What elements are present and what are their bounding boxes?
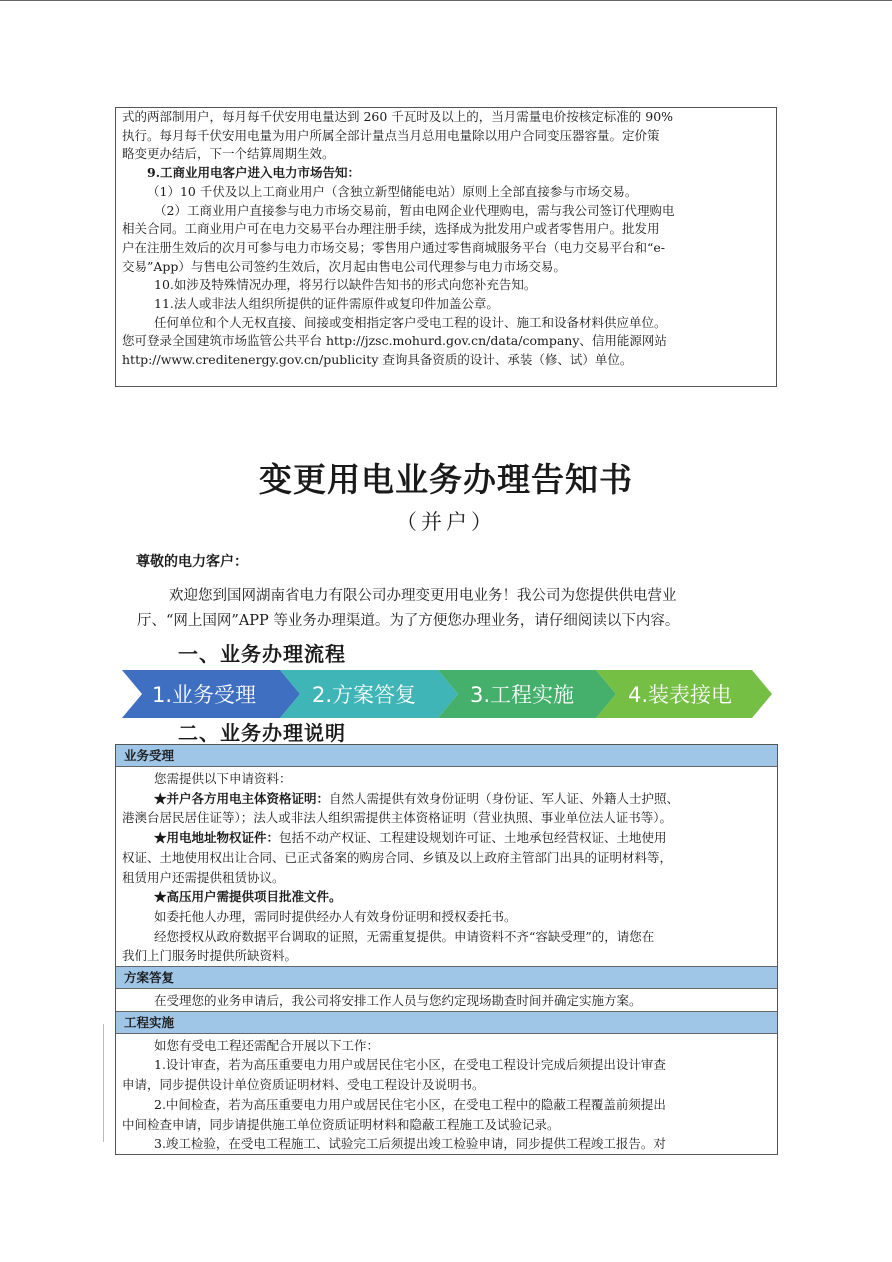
table-line: 我们上门服务时提供所缺资料。 (122, 948, 298, 964)
section-heading-process: 一、业务办理流程 (178, 642, 346, 666)
bold-label: ★并户各方用电主体资格证明： (154, 790, 330, 806)
table-header-plan: 方案答复 (116, 966, 777, 989)
intro-line: 欢迎您到国网湖南省电力有限公司办理变更用电业务！我公司为您提供供电营业 (169, 588, 677, 604)
greeting: 尊敬的电力客户： (136, 554, 248, 570)
table-header-acceptance: 业务受理 (116, 745, 777, 767)
table-line: 中间检查申请，同步请提供施工单位资质证明材料和隐蔽工程施工及试验记录。 (122, 1116, 560, 1132)
process-flow (122, 670, 772, 718)
continuation-box (115, 107, 777, 387)
table-line: 3.竣工检验，在受电工程施工、试验完工后须提出竣工检验申请，同步提供工程竣工报告。对 (154, 1136, 666, 1152)
page-top-rule (0, 0, 892, 1)
item-9-2: （2）工商业用户直接参与电力市场交易前，暂由电网企业代理购电，需与我公司签订代理购电 (154, 202, 675, 218)
table-line: 申请，同步提供设计单位资质证明材料、受电工程设计及说明书。 (122, 1077, 485, 1093)
item-9-1: （1）10 千伏及以上工商业用户（含独立新型储能电站）原则上全部直接参与市场交易。 (147, 183, 638, 199)
table-line: 权证、土地使用权出让合同、已正式备案的购房合同、乡镇及以上政府主管部门出具的证明材料等， (122, 849, 673, 865)
table-line: ★高压用户需提供项目批准文件。 (154, 889, 342, 905)
table-line (122, 828, 769, 848)
business-description-table (115, 744, 778, 1155)
text-line: 略变更办结后，下一个结算周期生效。 (122, 146, 335, 162)
text-line: 相关合同。工商业用户可在电力交易平台办理注册手续，选择成为批发用户或者零售用户。批发用 (122, 221, 660, 237)
item-11: 11.法人或非法人组织所提供的证件需原件或复印件加盖公章。 (154, 296, 499, 312)
flow-step-1: 1.业务受理 (152, 683, 257, 707)
table-cell-construction (116, 1034, 777, 1154)
table-line: 租赁用户还需提供租赁协议。 (122, 869, 285, 885)
notice-line: 您可登录全国建筑市场监管公共平台 http://jzsc.mohurd.gov.cn/data/company、信用能源网站 (122, 333, 667, 349)
text-line: 交易”App）与售电公司签约生效后，次月起由售电公司代理参与电力市场交易。 (122, 258, 566, 274)
text-line: 执行。每月每千伏安用电量为用户所属全部计量点当月总用电量除以用户合同变压器容量。定价策 (122, 127, 660, 143)
table-header-construction: 工程实施 (116, 1011, 777, 1034)
document-subtitle: （并户） (396, 510, 496, 534)
flow-step-3: 3.工程实施 (470, 683, 575, 707)
table-cell-plan (116, 989, 777, 1011)
table-line (122, 789, 769, 809)
table-line: 经您授权从政府数据平台调取的证照，无需重复提供。申请资料不齐“容缺受理”的，请您在 (154, 928, 655, 944)
flow-step-2: 2.方案答复 (312, 683, 417, 707)
section-heading-description: 二、业务办理说明 (178, 721, 346, 745)
item-9-title: 9.工商业用电客户进入电力市场告知： (147, 165, 361, 181)
table-line: 2.中间检查，若为高压重要电力用户或居民住宅小区，在受电工程中的隐蔽工程覆盖前须提出 (154, 1096, 666, 1112)
intro-paragraph (137, 584, 767, 634)
flow-step-4: 4.装表接电 (628, 683, 733, 707)
table-line: 您需提供以下申请资料： (154, 771, 292, 786)
notice-line: 任何单位和个人无权直接、间接或变相指定客户受电工程的设计、施工和设备材料供应单位。 (154, 314, 667, 330)
table-text: 自然人需提供有效身份证明（身份证、军人证、外籍人士护照、 (329, 790, 680, 806)
document-title: 变更用电业务办理告知书 (259, 460, 633, 499)
text-line: 式的两部制用户，每月每千伏安用电量达到 260 千瓦时及以上的，当月需量电价按核定标准的 90% (122, 109, 674, 124)
table-line: 1.设计审查，若为高压重要电力用户或居民住宅小区，在受电工程设计完成后须提出设计审查 (154, 1057, 666, 1073)
bold-label: ★用电地址物权证件： (154, 830, 280, 846)
notice-line: http://www.creditenergy.gov.cn/publicity 查询具备资质的设计、承装（修、试）单位。 (122, 352, 633, 368)
margin-rule (103, 1024, 104, 1142)
table-cell-acceptance (116, 767, 777, 966)
table-line: 在受理您的业务申请后，我公司将安排工作人员与您约定现场勘查时间并确定实施方案。 (154, 993, 642, 1009)
intro-line: 厅、“网上国网”APP 等业务办理渠道。为了方便您办理业务，请仔细阅读以下内容。 (137, 613, 680, 629)
table-line: 港澳台居民居住证等）；法人或非法人组织需提供主体资格证明（营业执照、事业单位法人证书等）。 (122, 810, 673, 826)
text-line: 户在注册生效后的次月可参与电力市场交易；零售用户通过零售商城服务平台（电力交易平台和“e- (122, 239, 666, 255)
table-text: 包括不动产权证、工程建设规划许可证、土地承包经营权证、土地使用 (279, 830, 667, 846)
table-line: 如委托他人办理，需同时提供经办人有效身份证明和授权委托书。 (154, 908, 517, 924)
table-line: 如您有受电工程还需配合开展以下工作： (154, 1037, 380, 1053)
item-10: 10.如涉及特殊情况办理，将另行以缺件告知书的形式向您补充告知。 (154, 277, 537, 293)
